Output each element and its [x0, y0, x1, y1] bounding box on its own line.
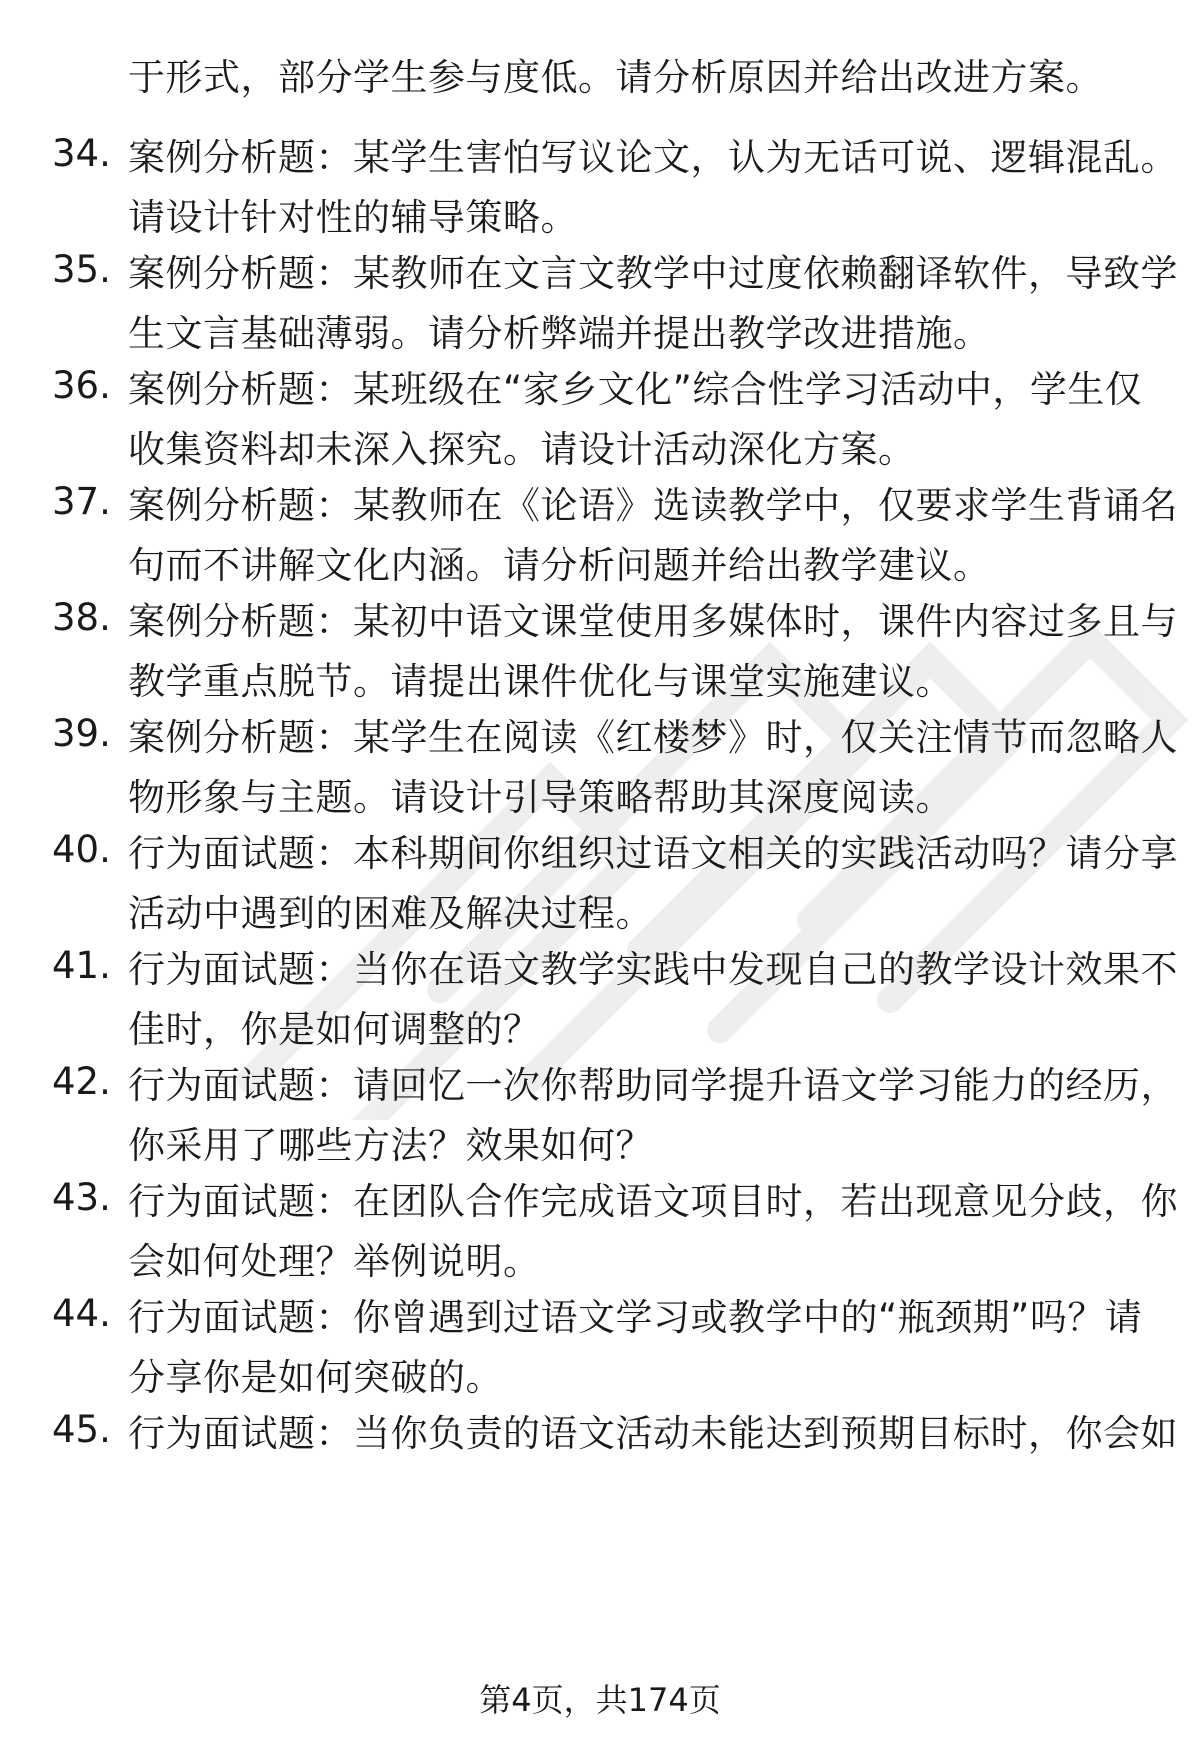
item-text	[128, 940, 1178, 1060]
item-line: 教学重点脱节。请提出课件优化与课堂实施建议。	[128, 660, 953, 703]
item-number: 42.	[52, 1060, 111, 1103]
item-text	[128, 1056, 1178, 1176]
item-line: 案例分析题：某学生害怕写议论文，认为无话可说、逻辑混乱。	[128, 136, 1178, 179]
item-line: 行为面试题：当你在语文教学实践中发现自己的教学设计效果不	[128, 948, 1178, 991]
item-line: 活动中遇到的困难及解决过程。	[128, 892, 653, 935]
item-number: 38.	[52, 596, 111, 639]
item-text	[128, 592, 1178, 712]
item-line: 行为面试题：当你负责的语文活动未能达到预期目标时，你会如	[128, 1412, 1178, 1455]
item-number: 36.	[52, 364, 111, 407]
item-line: 行为面试题：本科期间你组织过语文相关的实践活动吗？请分享	[128, 832, 1178, 875]
item-line: 案例分析题：某班级在“家乡文化”综合性学习活动中，学生仅	[128, 368, 1143, 411]
item-text	[128, 244, 1178, 364]
item-line: 分享你是如何突破的。	[128, 1356, 503, 1399]
item-line: 生文言基础薄弱。请分析弊端并提出教学改进措施。	[128, 312, 991, 355]
item-text	[128, 1288, 1143, 1408]
item-line: 行为面试题：在团队合作完成语文项目时，若出现意见分歧，你	[128, 1180, 1178, 1223]
item-number: 40.	[52, 828, 111, 871]
item-text	[128, 1172, 1178, 1292]
item-line: 会如何处理？举例说明。	[128, 1240, 541, 1283]
item-text	[128, 708, 1178, 828]
item-number: 44.	[52, 1292, 111, 1335]
item-text	[128, 476, 1178, 596]
item-line: 行为面试题：请回忆一次你帮助同学提升语文学习能力的经历，	[128, 1064, 1178, 1107]
item-line: 请设计针对性的辅导策略。	[128, 196, 578, 239]
item-number: 34.	[52, 132, 111, 175]
item-number: 43.	[52, 1176, 111, 1219]
item-line: 案例分析题：某学生在阅读《红楼梦》时，仅关注情节而忽略人	[128, 716, 1178, 759]
item-number: 35.	[52, 248, 111, 291]
item-text	[128, 360, 1143, 480]
page-footer: 第4页，共174页	[479, 1681, 721, 1719]
item-line: 物形象与主题。请设计引导策略帮助其深度阅读。	[128, 776, 953, 819]
item-number: 41.	[52, 944, 111, 987]
item-line: 行为面试题：你曾遇到过语文学习或教学中的“瓶颈期”吗？请	[128, 1296, 1143, 1339]
item-line: 案例分析题：某教师在《论语》选读教学中，仅要求学生背诵名	[128, 484, 1178, 527]
item-line: 案例分析题：某教师在文言文教学中过度依赖翻译软件，导致学	[128, 252, 1178, 295]
item-text	[128, 128, 1178, 248]
continuation-line: 于形式，部分学生参与度低。请分析原因并给出改进方案。	[128, 56, 1103, 99]
item-text	[128, 1404, 1178, 1464]
item-line: 收集资料却未深入探究。请设计活动深化方案。	[128, 428, 916, 471]
item-line: 佳时，你是如何调整的？	[128, 1008, 541, 1051]
item-line: 案例分析题：某初中语文课堂使用多媒体时，课件内容过多且与	[128, 600, 1178, 643]
item-line: 句而不讲解文化内涵。请分析问题并给出教学建议。	[128, 544, 991, 587]
item-number: 37.	[52, 480, 111, 523]
item-number: 45.	[52, 1408, 111, 1451]
item-text	[128, 824, 1178, 944]
item-line: 你采用了哪些方法？效果如何？	[128, 1124, 653, 1167]
item-number: 39.	[52, 712, 111, 755]
